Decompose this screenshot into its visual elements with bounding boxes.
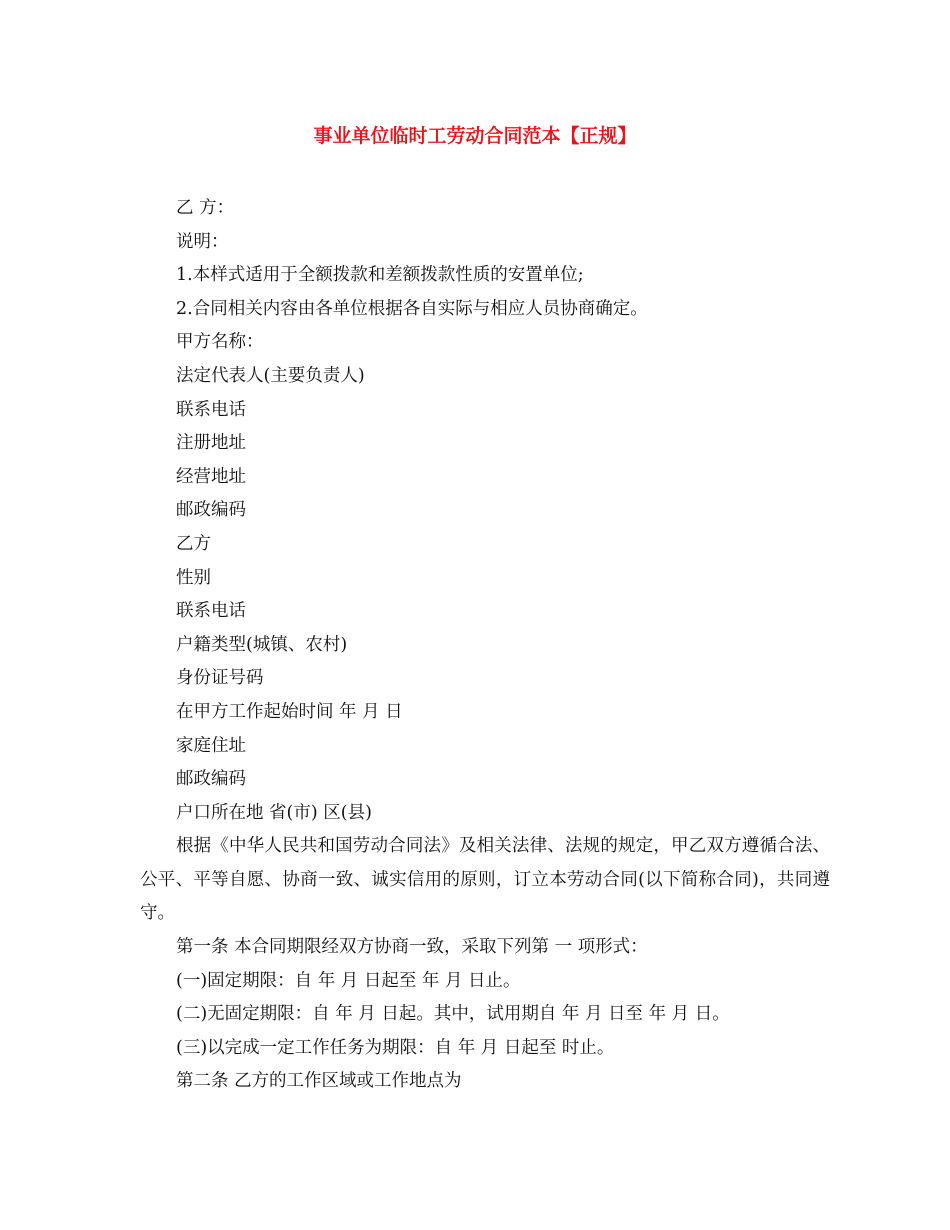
household-location-field: 户口所在地 省(市) 区(县) [176, 802, 372, 823]
note-item-2: 2.合同相关内容由各单位根据各自实际与相应人员协商确定。 [176, 298, 648, 319]
clause-1: 第一条 本合同期限经双方协商一致，采取下列第 一 项形式： [176, 937, 648, 958]
clause-1-option-3: (三)以完成一定工作任务为期限：自 年 月 日起至 时止。 [176, 1037, 615, 1058]
preamble-paragraph: 根据《中华人民共和国劳动合同法》及相关法律、法规的规定，甲乙双方遵循合法、公平、平等自愿、协商一致、诚实信用的原则，订立本劳动合同(以下简称合同)，共同遵守。 [140, 836, 830, 924]
party-a-phone-field: 联系电话 [176, 399, 246, 420]
party-a-postcode-field: 邮政编码 [176, 500, 246, 521]
party-b-phone-field: 联系电话 [176, 601, 246, 622]
document-body [140, 192, 830, 1099]
clause-1-option-1: (一)固定期限：自 年 月 日起至 年 月 日止。 [176, 970, 521, 991]
document-title: 事业单位临时工劳动合同范本【正规】 [313, 125, 637, 147]
party-a-name-field: 甲方名称： [176, 332, 264, 353]
note-heading: 说明： [176, 231, 229, 252]
clause-1-option-2: (二)无固定期限：自 年 月 日起。其中，试用期自 年 月 日至 年 月 日。 [176, 1004, 730, 1025]
start-date-field: 在甲方工作起始时间 年 月 日 [176, 701, 403, 722]
party-b-postcode-field: 邮政编码 [176, 769, 246, 790]
note-item-1: 1.本样式适用于全额拨款和差额拨款性质的安置单位; [176, 265, 584, 286]
gender-field: 性别 [176, 567, 211, 588]
id-number-field: 身份证号码 [176, 668, 264, 689]
household-type-field: 户籍类型(城镇、农村) [176, 634, 348, 655]
business-address-field: 经营地址 [176, 466, 246, 487]
party-b-heading: 乙方 [176, 533, 211, 554]
party-b-line: 乙 方： [176, 198, 235, 218]
home-address-field: 家庭住址 [176, 735, 246, 756]
registered-address-field: 注册地址 [176, 433, 246, 454]
legal-representative-field: 法定代表人(主要负责人) [176, 365, 365, 386]
clause-2: 第二条 乙方的工作区域或工作地点为 [176, 1071, 462, 1092]
